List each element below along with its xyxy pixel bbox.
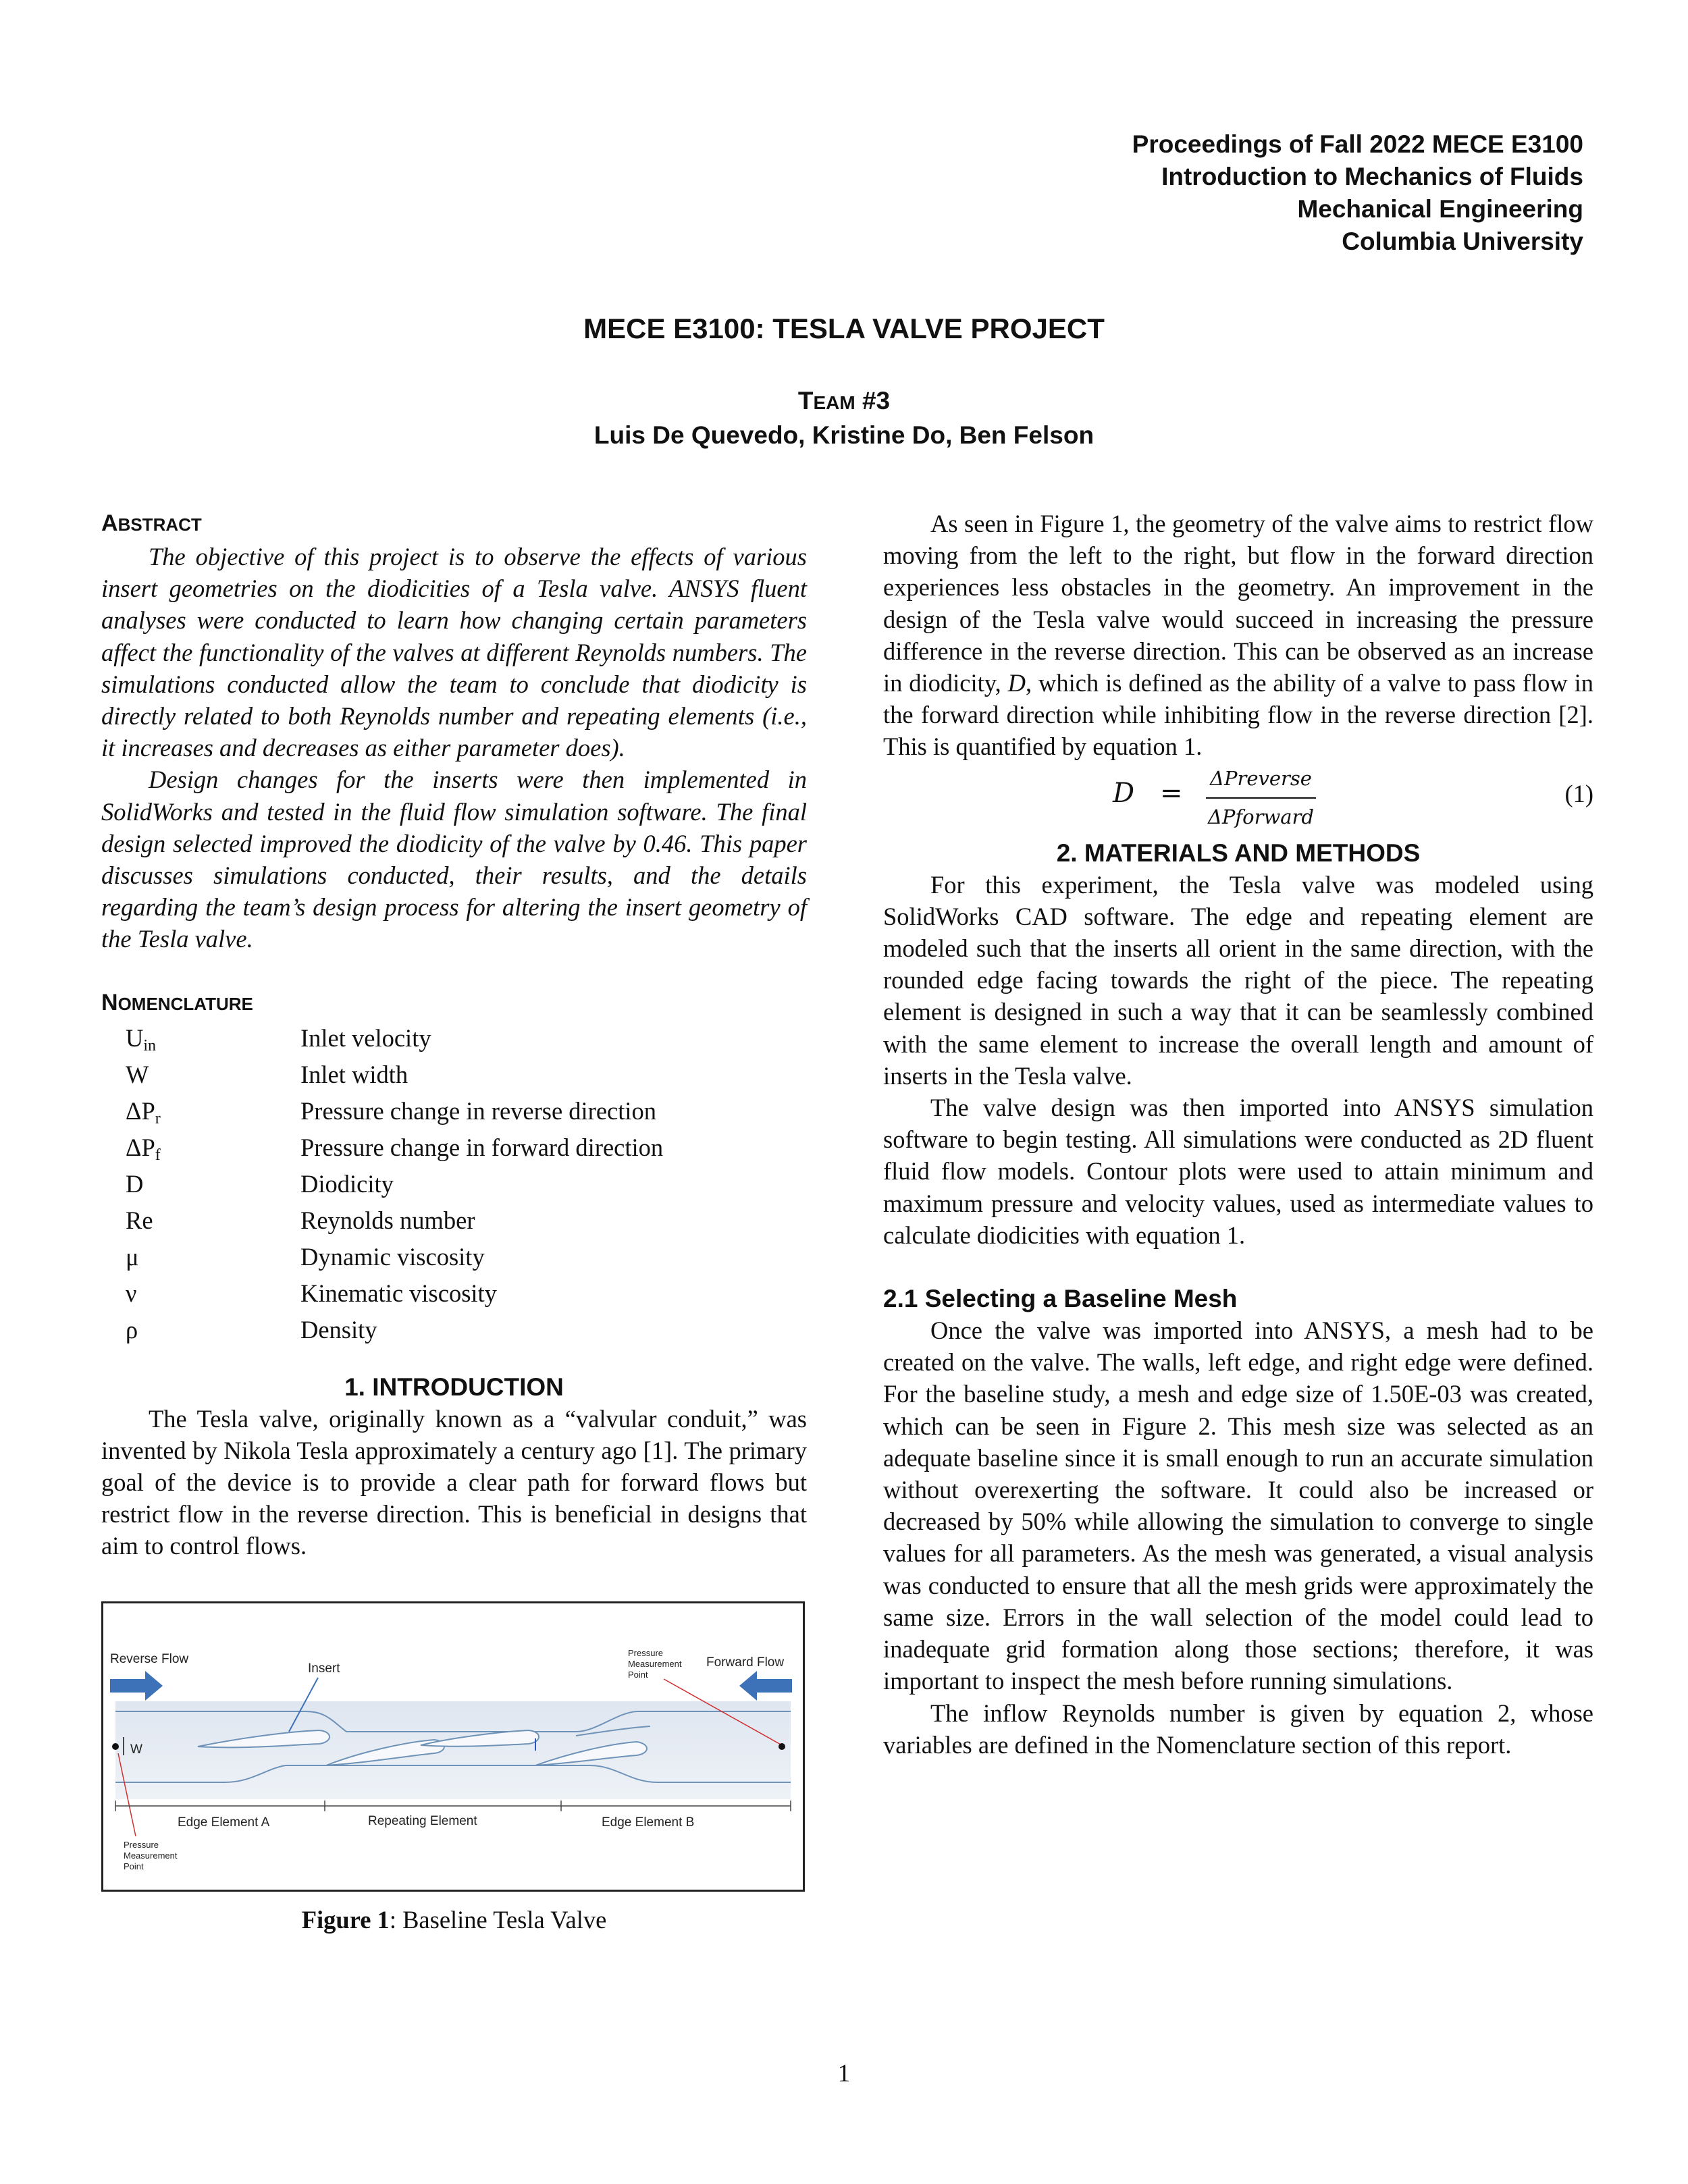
nomenclature-description: Density [300, 1316, 377, 1344]
pressure-point-left-line3: Point [124, 1861, 144, 1871]
diodicity-symbol: D [1007, 669, 1026, 697]
nomenclature-symbol: ρ [126, 1316, 138, 1344]
paper-title: MECE E3100: TESLA VALVE PROJECT [583, 313, 1105, 344]
nomenclature-row [101, 1312, 807, 1348]
team-label [0, 385, 1688, 419]
figure-1 [101, 1601, 805, 1892]
forward-flow-arrow-icon [739, 1671, 792, 1701]
nomenclature-description: Kinematic viscosity [300, 1279, 497, 1308]
equation-1-fraction [1206, 763, 1316, 833]
nomenclature-description: Dynamic viscosity [300, 1243, 485, 1271]
baseline-mesh-paragraph-1: Once the valve was imported into ANSYS, a mesh had to be created on the valve. The walls, left edge, and right edge were defined. For the baseline study, a mesh and edge size of 1.50E-03 was created, which can be seen in Figure 2. This mesh size was selected as an adequate baseline since it is small enough to run an accurate simulation without overexerting the software. It could also be increased or decreased by 50% while allowing the simulation to converge to single values for all parameters. As the mesh was generated, a visual analysis was conducted to ensure that all the mesh grids were approximately the same size. Errors in the wall selection of the model could lead to inadequate grid formation along those sections; therefore, it was important to inspect the mesh before running simulations. [883, 1316, 1593, 1695]
left-column [101, 508, 807, 1936]
nomenclature-description: Reynolds number [300, 1206, 475, 1235]
nomenclature-symbol: $\Delta P_r$ [126, 1097, 161, 1128]
header-line-3: Mechanical Engineering [1297, 195, 1583, 223]
team-block [0, 385, 1688, 452]
nomenclature-row [101, 1202, 807, 1239]
pressure-point-left-marker [112, 1743, 119, 1750]
baseline-mesh-paragraph-2: The inflow Reynolds number is given by equation 2, whose variables are defined in the Nomenclature section of this report. [883, 1699, 1593, 1759]
pressure-point-left-line2: Measurement [124, 1850, 178, 1861]
authors: Luis De Quevedo, Kristine Do, Ben Felson [594, 421, 1094, 449]
nomenclature-row [101, 1239, 807, 1275]
edge-element-b-label: Edge Element B [602, 1815, 695, 1830]
team-label-rest: EAM [813, 392, 855, 413]
repeating-element-label: Repeating Element [368, 1813, 477, 1828]
nomenclature-description: Pressure change in reverse direction [300, 1097, 657, 1125]
introduction-paragraph: The Tesla valve, originally known as a “valvular conduit,” was invented by Nikola Tesla approximately a century ago [1]. The primary goal of the device is to provide a clear path for forward flows but restrict flow in the reverse direction. This is beneficial in designs that aim to control flows. [101, 1404, 807, 1560]
nomenclature-symbol: $U_{in}$ [126, 1024, 157, 1055]
pressure-point-right-line3: Point [628, 1669, 648, 1680]
nomenclature-description: Inlet width [300, 1061, 408, 1089]
nomenclature-row [101, 1057, 807, 1093]
team-number: #3 [855, 387, 891, 415]
pressure-point-left-line1: Pressure [124, 1839, 159, 1850]
methods-paragraph-1: For this experiment, the Tesla valve was modeled using SolidWorks CAD software. The edge and repeating element are modeled such that the inserts all orient in the same direction, with the rounded edge facing towards the right of the piece. The repeating element is designed in such a way that it can be seamlessly combined with the same element to increase the overall length and amount of inserts in the Tesla valve. [883, 870, 1593, 1090]
nomenclature-row [101, 1166, 807, 1202]
abstract-paragraph-1: The objective of this project is to observe the effects of various insert geometries on the diodicities of a Tesla valve. ANSYS fluent analyses were conducted to learn how changing certain parameters affect the functionality of the valves at different Reynolds numbers. The simulations conducted allow the team to conclude that diodicity is directly related to both Reynolds number and repeating elements (i.e., it increases and decreases as either parameter does). [101, 543, 807, 762]
figure-1-caption [101, 1904, 807, 1936]
nomenclature-row [101, 1093, 807, 1129]
pressure-point-right-line2: Measurement [628, 1658, 682, 1669]
nomenclature-symbol: W [126, 1061, 149, 1089]
nomenclature-symbol: μ [126, 1243, 139, 1271]
nomenclature-row [101, 1129, 807, 1166]
nomenclature-symbol: Re [126, 1206, 153, 1235]
reverse-flow-arrow-icon [110, 1671, 163, 1701]
nomenclature-heading [101, 987, 807, 1020]
edge-element-a-label: Edge Element A [178, 1815, 270, 1830]
abstract-heading [101, 508, 807, 541]
header-line-4: Columbia University [1342, 228, 1583, 255]
abstract-heading-rest: BSTRACT [117, 514, 202, 535]
abstract-paragraph-2: Design changes for the inserts were then implemented in SolidWorks and tested in the fluid flow simulation software. The final design selected improved the diodicity of the valve by 0.46. This paper discusses simulations conducted, their results, and the details regarding the team’s design process for altering the insert geometry of the Tesla valve. [101, 766, 807, 953]
equation-1 [883, 763, 1593, 830]
right-column [883, 508, 1593, 1761]
figure-discussion-paragraph: As seen in Figure 1, the geometry of the valve aims to restrict flow moving from the left to the right, but flow in the forward direction experiences less obstacles in the geometry. An improvement in the design of the Tesla valve would succeed in increasing the pressure difference in the reverse direction. This can be observed as an increase in diodicity, D, which is defined as the ability of a valve to pass flow in the forward direction while inhibiting flow in the reverse direction [2]. This is quantified by equation 1. [883, 510, 1593, 761]
nomenclature-description: Pressure change in forward direction [300, 1134, 664, 1162]
nomenclature-symbol: ν [126, 1279, 137, 1308]
equation-1-lhs: D [1113, 777, 1135, 809]
header-line-2: Introduction to Mechanics of Fluids [1161, 163, 1583, 190]
figure-1-caption-label: Figure 1 [301, 1905, 390, 1934]
inlet-width-label: W [130, 1742, 142, 1757]
page-number: 1 [837, 2060, 851, 2087]
figure-1-caption-text: : Baseline Tesla Valve [389, 1905, 607, 1934]
equation-1-numerator: ΔPreverse [1206, 763, 1316, 799]
methods-heading: 2. MATERIALS AND METHODS [1056, 838, 1421, 867]
forward-flow-label: Forward Flow [706, 1655, 785, 1670]
valve-channel [115, 1701, 791, 1799]
nomenclature-description: Diodicity [300, 1170, 394, 1198]
nomenclature-heading-rest: OMENCLATURE [117, 993, 253, 1014]
reverse-flow-label: Reverse Flow [110, 1651, 189, 1666]
methods-paragraph-2: The valve design was then imported into ANSYS simulation software to begin testing. All simulations were conducted as 2D fluent fluid flow models. Contour plots were used to attain minimum and maximum pressure and velocity values, used as intermediate values to calculate diodicities with equation 1. [883, 1094, 1593, 1249]
team-label-first: T [797, 387, 814, 415]
abstract-heading-first: A [101, 510, 118, 536]
equation-1-number: (1) [1564, 779, 1593, 807]
nomenclature-description: Inlet velocity [300, 1024, 431, 1053]
nomenclature-row [101, 1275, 807, 1312]
introduction-heading: 1. INTRODUCTION [344, 1373, 564, 1401]
baseline-mesh-heading: 2.1 Selecting a Baseline Mesh [883, 1285, 1238, 1313]
equation-1-equals: = [1160, 777, 1183, 809]
pressure-point-right-line1: Pressure [628, 1647, 664, 1658]
nomenclature-heading-first: N [101, 989, 118, 1015]
nomenclature-symbol: D [126, 1170, 144, 1198]
header-line-1: Proceedings of Fall 2022 MECE E3100 [1132, 130, 1583, 158]
proceedings-header [1132, 128, 1583, 258]
nomenclature-symbol: $\Delta P_f$ [126, 1134, 161, 1165]
tesla-valve-diagram [103, 1603, 803, 1890]
nomenclature-list [101, 1020, 807, 1348]
equation-1-denominator: ΔPforward [1207, 805, 1314, 828]
pressure-point-right-marker [779, 1743, 785, 1750]
nomenclature-row [101, 1020, 807, 1057]
insert-label: Insert [308, 1661, 340, 1676]
